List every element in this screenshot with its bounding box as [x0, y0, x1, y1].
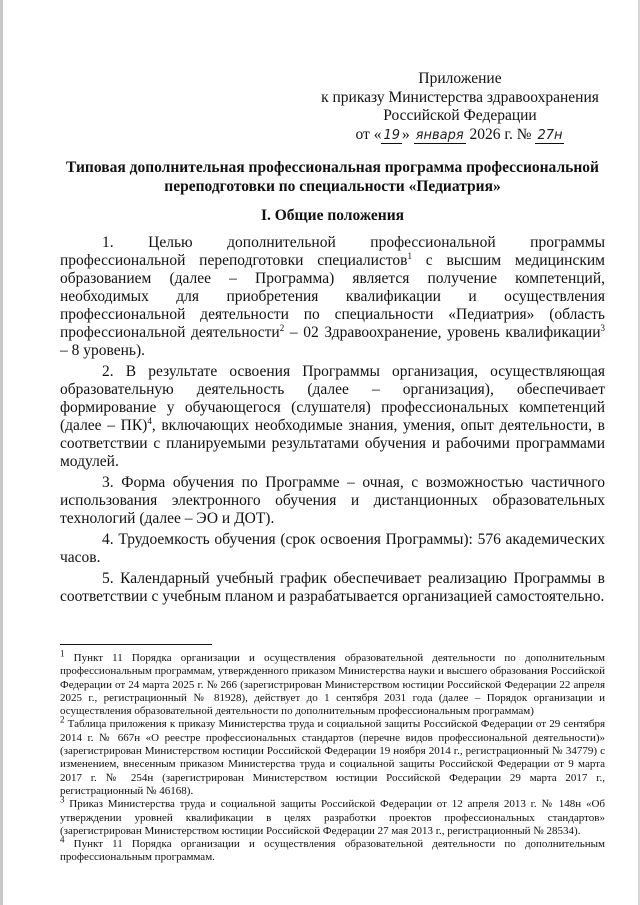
footnote-ref-4: 4 — [147, 415, 152, 426]
document-title: Типовая дополнительная профессиональная программа профессиональной переподготовки по специальности «Педиатрия» — [66, 159, 599, 195]
section-heading: I. Общие положения — [260, 207, 405, 224]
scan-edge-left — [0, 0, 3, 905]
appendix-header — [300, 70, 620, 144]
paragraph-1: 1. Целью дополнительной профессиональной программы профессиональной переподготовки специалистов$^1$ с высшим медицинским образованием (далее – Программа) является получение компетенций, необходимых для приобретения квалификации и осуществления профессиональной деятельности по специальности «Педиатрия» (область профессиональной деятельности$^2$ – 02 Здравоохранение, уровень квалификации$^3$ – 8 уровень). — [60, 234, 605, 359]
footnote-ref-1: 1 — [407, 250, 412, 261]
paragraph-4: 4. Трудоемкость обучения (срок освоения Программы): 576 академических часов. — [60, 531, 605, 566]
paragraph-3: 3. Форма обучения по Программе – очная, с возможностью частичного использования электронного обучения и дистанционных образовательных технологий (далее – ЭО и ДОТ). — [60, 474, 605, 527]
footnote-2: $^2$ Таблица приложения к приказу Министерства труда и социальной защиты Российской Федерации от 29 сентября 2014 г. № 667н «О реестре профессиональных стандартов (перечне видов профессиональной деятельности)» (зарегистрирован Министерством юстиции Российской Федерации 19 ноября 2014 г., регистрационный № 34779) с изменением, внесенным приказом Министерства труда и социальной защиты Российской Федерации от 9 марта 2017 г. № 254н (зарегистрирован Министерством юстиции Российской Федерации 29 марта 2017 г., регистрационный № 46168). — [60, 714, 605, 797]
footnote-ref-2: 2 — [279, 322, 285, 333]
footnote-4: $^4$ Пункт 11 Порядка организации и осуществления образовательной деятельности по дополнительным профессиональным программам. — [60, 834, 605, 864]
footnote-3: $^3$ Приказ Министерства труда и социальной защиты Российской Федерации от 12 апреля 2013 г. № 148н «Об утверждении уровней квалификации в целях разработки проектов профессиональных стандартов» (зарегистрирован Министерством юстиции Российской Федерации 27 мая 2013 г., регистрационный № 28534). — [60, 794, 605, 837]
appendix-order-line: к приказу Министерства здравоохранения — [321, 88, 599, 106]
document-body — [60, 234, 605, 609]
footnote-1: $^1$ Пункт 11 Порядка организации и осуществления образовательной деятельности по дополнительным профессиональным программам, утвержденного приказом Министерства науки и высшего образования Российской Федерации от 24 марта 2025 г. № 266 (зарегистрирован Министерством юстиции Российской Федерации 22 апреля 2025 г., регистрационный № 81928), действует до 1 сентября 2031 года (далее – Порядок организации и осуществления образовательной деятельности по дополнительным профессиональным программам) — [60, 648, 605, 718]
footnotes — [60, 648, 605, 865]
appendix-country-line: Российской Федерации — [383, 107, 537, 124]
handwritten-day: 19 — [383, 127, 400, 143]
handwritten-month: января — [415, 127, 464, 143]
appendix-title: Приложение — [418, 70, 502, 87]
footnote-separator — [60, 644, 212, 645]
paragraph-5: 5. Календарный учебный график обеспечивает реализацию Программы в соответствии с учебным планом и разрабатывается организацией самостоятельно. — [60, 570, 605, 605]
handwritten-number: 27н — [537, 127, 563, 143]
footnote-ref-3: 3 — [600, 322, 605, 333]
paragraph-2: 2. В результате освоения Программы организация, осуществляющая образовательную деятельность (далее – организация), обеспечивает формирование у обучающегося (слушателя) профессиональных компетенций (далее – ПК)$^4$, включающих необходимые знания, умения, опыт деятельности, в соответствии с планируемыми результатами обучения и рабочими программами модулей. — [60, 363, 605, 470]
appendix-date-line: от « 19 » января 2026 г. № 27н — [355, 125, 563, 143]
